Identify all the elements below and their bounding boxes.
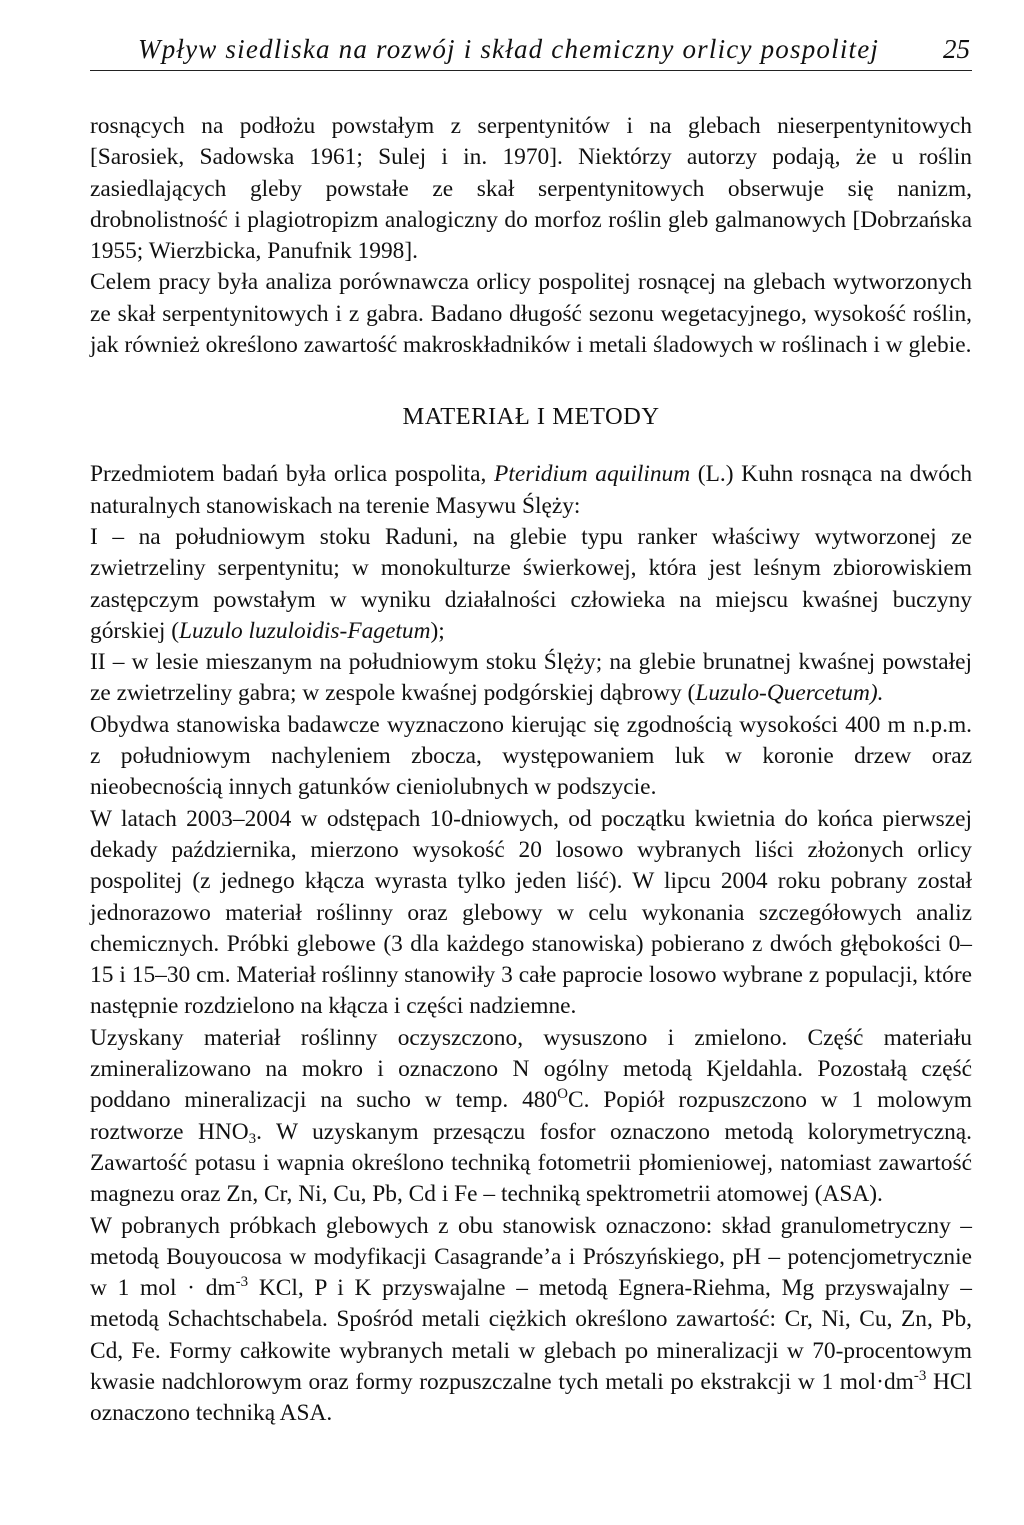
paragraph-intro-continued: rosnących na podłożu powstałym z serpentynitów i na glebach nieserpentynitowych [Sarosiek, Sadowska 1961; Sulej i in. 1970]. Niektórzy autorzy podają, że u roślin zasiedlających gleby powstałe ze skał serpentynitowych obserwuje się nanizm, drobnolistność i plagiotropizm analogiczny do morfoz roślin gleb galmanowych [Dobrzańska 1955; Wierzbicka, Panufnik 1998]. <box>90 113 972 265</box>
paragraph-site-1 <box>90 522 972 647</box>
formula-subscript: 3 <box>248 1130 257 1147</box>
degree-superscript: O <box>557 1086 569 1103</box>
paragraph-plant-analysis <box>90 1023 972 1211</box>
species-name: Pteridium aquilinum <box>494 461 691 488</box>
text-segment: C. Popiół rozpuszczono w 1 molowym roztworze HNO <box>90 1087 973 1145</box>
running-title: Wpływ siedliska na rozwój i skład chemiczny orlicy pospolitej <box>138 34 880 64</box>
paragraph-subject <box>90 459 972 522</box>
text-segment: I – na południowym stoku Raduni, na glebie typu ranker właściwy wytworzonej ze zwietrzeliny serpentynitu; w monokulturze świerkowej, która jest leśnym zbiorowiskiem zastępczym powstałym w wyniku działalności człowieka na miejscu kwaśnej buczyny górskiej ( <box>90 523 972 644</box>
paragraph-aim: Celem pracy była analiza porównawcza orlicy pospolitej rosnącej na glebach wytworzonych ze skał serpentynitowych i z gabra. Badano długość sezonu wegetacyjnego, wysokość roślin, jak również określono zawartość makroskładników i metali śladowych w roślinach i w glebie. <box>90 269 972 359</box>
unit-superscript: -3 <box>913 1367 927 1384</box>
paragraph-sampling: W latach 2003–2004 w odstępach 10-dniowych, od początku kwietnia do końca pierwszej dekady października, mierzono wysokość 20 losowo wybranych liści złożonych orlicy pospolitej (z jednego kłącza wyrasta tylko jeden liść). W lipcu 2004 roku pobrany został jednorazowo materiał roślinny oraz glebowy w celu wykonania szczegółowych analiz chemicznych. Próbki glebowe (3 dla każdego stanowiska) pobierano z dwóch głębokości 0–15 i 15–30 cm. Materiał roślinny stanowiły 3 całe paprocie losowo wybrane z populacji, które następnie rozdzielono na kłącza i części nadziemne. <box>90 805 972 1020</box>
association-name: Luzulo luzuloidis-Fagetum <box>179 617 431 644</box>
text-segment: KCl, P i K przyswajalne – metodą Egnera-Riehma, Mg przyswajalny – metodą Schachtschabela. Spośród metali ciężkich określono zawartość: Cr, Ni, Cu, Zn, Pb, Cd, Fe. Formy całkowite wybranych metali w glebach po mineralizacji w 70-procentowym kwasie nadchlorowym oraz formy rozpuszczalne tych metali po ekstrakcji w 1 mol·dm <box>90 1275 972 1395</box>
text-segment: ); <box>430 617 445 644</box>
unit-superscript: -3 <box>235 1274 249 1291</box>
association-name: Luzulo-Quercetum). <box>695 680 884 707</box>
text-segment: W pobranych próbkach glebowych z obu stanowisk oznaczono: skład granulometryczny – metodą Bouyoucosa w modyfikacji Casagrande’a i Prószyńskiego, pH – potencjometrycznie w 1 mol · dm <box>90 1212 972 1302</box>
text-segment: HCl oznaczono techniką ASA. <box>90 1368 973 1427</box>
section-heading: MATERIAŁ I METODY <box>402 403 660 431</box>
paragraph-sites-selection: Obydwa stanowiska badawcze wyznaczono kierując się zgodnością wysokości 400 m n.p.m. z południowym nachyleniem zbocza, występowaniem luk w koronie drzew oraz nieobecnością innych gatunków cieniolubnych w podszycie. <box>90 711 972 801</box>
paragraph-soil-analysis <box>90 1211 972 1430</box>
text-segment: II – w lesie mieszanym na południowym stoku Ślęży; na glebie brunatnej kwaśnej powstałej ze zwietrzeliny gabra; w zespole kwaśnej podgórskiej dąbrowy ( <box>90 649 972 707</box>
text-segment: . W uzyskanym przesączu fosfor oznaczono metodą kolorymetryczną. Zawartość potasu i wapnia określono techniką fotometrii płomieniowej, natomiast zawartość magnezu oraz Zn, Cr, Ni, Cu, Pb, Cd i Fe – techniką spektrometrii atomowej (ASA). <box>90 1118 972 1208</box>
text-segment: Uzyskany materiał roślinny oczyszczono, wysuszono i zmielono. Część materiału zmineralizowano na mokro i oznaczono N ogólny metodą Kjeldahla. Pozostałą część poddano mineralizacji na sucho w temp. 480 <box>90 1024 972 1114</box>
body-text <box>90 111 972 1430</box>
document-page <box>90 30 972 1430</box>
text-segment: Przedmiotem badań była orlica pospolita, <box>90 461 495 488</box>
page-number: 25 <box>943 34 970 64</box>
paragraph-site-2 <box>90 647 972 710</box>
running-header <box>90 30 972 71</box>
text-segment: (L.) Kuhn rosnąca na dwóch naturalnych stanowiskach na terenie Masywu Ślęży: <box>90 461 973 519</box>
